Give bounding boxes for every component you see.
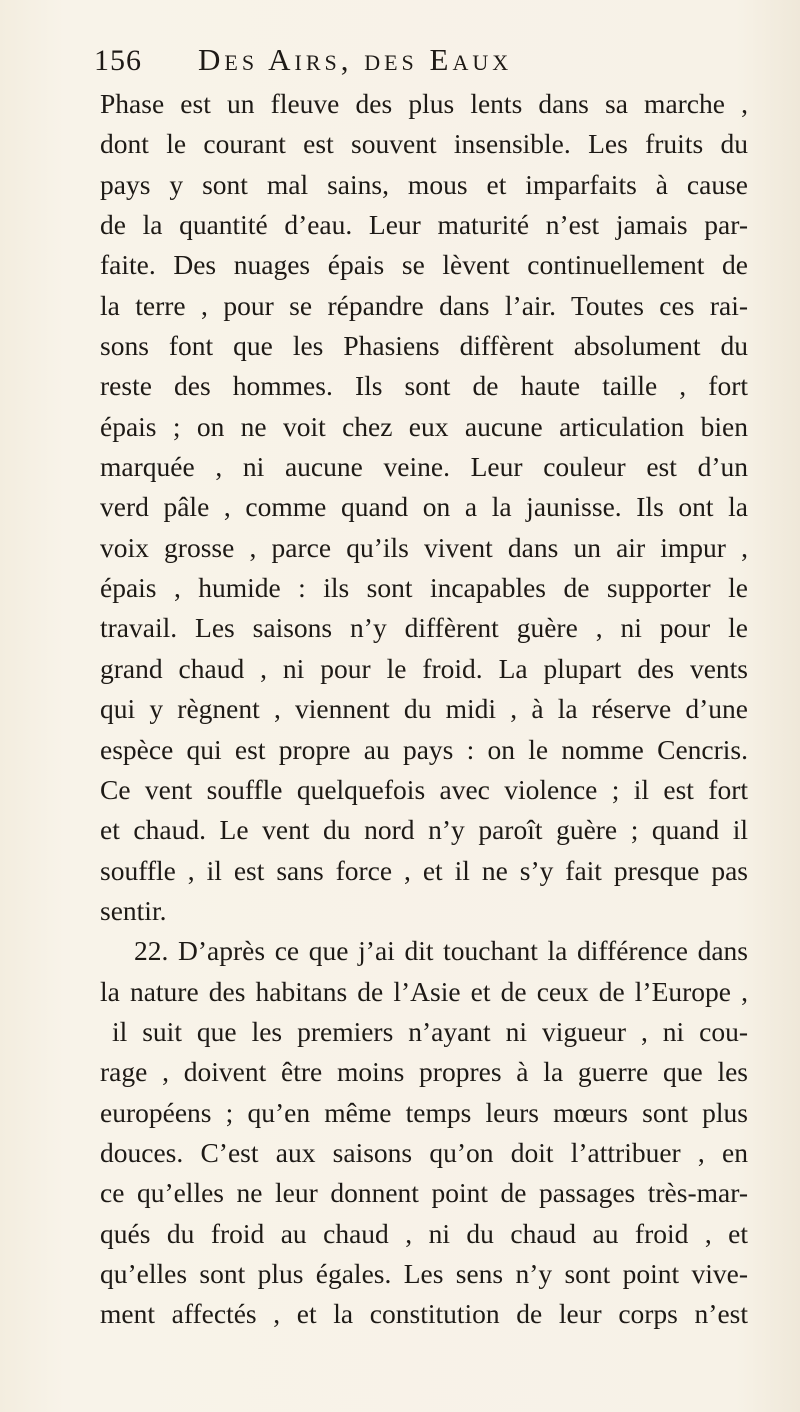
text-line: souffle , il est sans force , et il ne s’y fait presque pas (100, 854, 748, 886)
text-line: Phase est un fleuve des plus lents dans sa marche , (100, 88, 748, 119)
text-line: rage , doivent être moins propres à la guerre que les (100, 1056, 748, 1088)
text-line: européens ; qu’en même temps leurs mœurs sont plus (100, 1096, 748, 1128)
text-line: pays y sont mal sains, mous et imparfaits à cause (100, 168, 748, 200)
page-header (94, 42, 512, 78)
running-title: Des Airs, des Eaux (198, 42, 513, 77)
text-line: marquée , ni aucune veine. Leur couleur est d’un (100, 451, 748, 483)
text-line: voix grosse , parce qu’ils vivent dans un air impur , (100, 531, 748, 563)
text-line: la terre , pour se répandre dans l’air. Toutes ces rai- (100, 289, 748, 321)
page-number: 156 (94, 44, 142, 77)
text-line: 22. D’après ce que j’ai dit touchant la différence dans (134, 935, 748, 967)
text-line: qués du froid au chaud , ni du chaud au froid , et (100, 1217, 748, 1249)
text-line: ment affectés , et la constitution de leur corps n’est (100, 1298, 748, 1330)
text-line: verd pâle , comme quand on a la jaunisse. Ils ont la (100, 491, 748, 523)
text-line: Ce vent souffle quelquefois avec violence ; il est fort (100, 773, 748, 805)
text-line: épais ; on ne voit chez eux aucune articulation bien (100, 410, 748, 442)
text-line: ce qu’elles ne leur donnent point de passages très-mar- (100, 1177, 748, 1209)
text-line: faite. Des nuages épais se lèvent continuellement de (100, 249, 748, 281)
text-line: la nature des habitans de l’Asie et de ceux de l’Europe , (100, 975, 748, 1007)
text-line: qui y règnent , viennent du midi , à la réserve d’une (100, 693, 748, 725)
text-line: travail. Les saisons n’y diffèrent guère , ni pour le (100, 612, 748, 644)
text-line: de la quantité d’eau. Leur maturité n’est jamais par- (100, 209, 748, 241)
text-line: sentir. (100, 894, 167, 926)
text-line: grand chaud , ni pour le froid. La plupart des vents (100, 652, 748, 684)
text-line: douces. C’est aux saisons qu’on doit l’attribuer , en (100, 1136, 748, 1168)
body-text (100, 84, 748, 1335)
text-line: qu’elles sont plus égales. Les sens n’y sont point vive- (100, 1257, 748, 1289)
text-line: il suit que les premiers n’ayant ni vigueur , ni cou- (112, 1015, 748, 1047)
text-line: épais , humide : ils sont incapables de supporter le (100, 572, 748, 604)
text-line: dont le courant est souvent insensible. Les fruits du (100, 128, 748, 160)
text-line: sons font que les Phasiens diffèrent absolument du (100, 330, 748, 362)
text-line: et chaud. Le vent du nord n’y paroît guère ; quand il (100, 814, 748, 846)
text-line: reste des hommes. Ils sont de haute taille , fort (100, 370, 748, 402)
text-line: espèce qui est propre au pays : on le nomme Cencris. (100, 733, 748, 765)
